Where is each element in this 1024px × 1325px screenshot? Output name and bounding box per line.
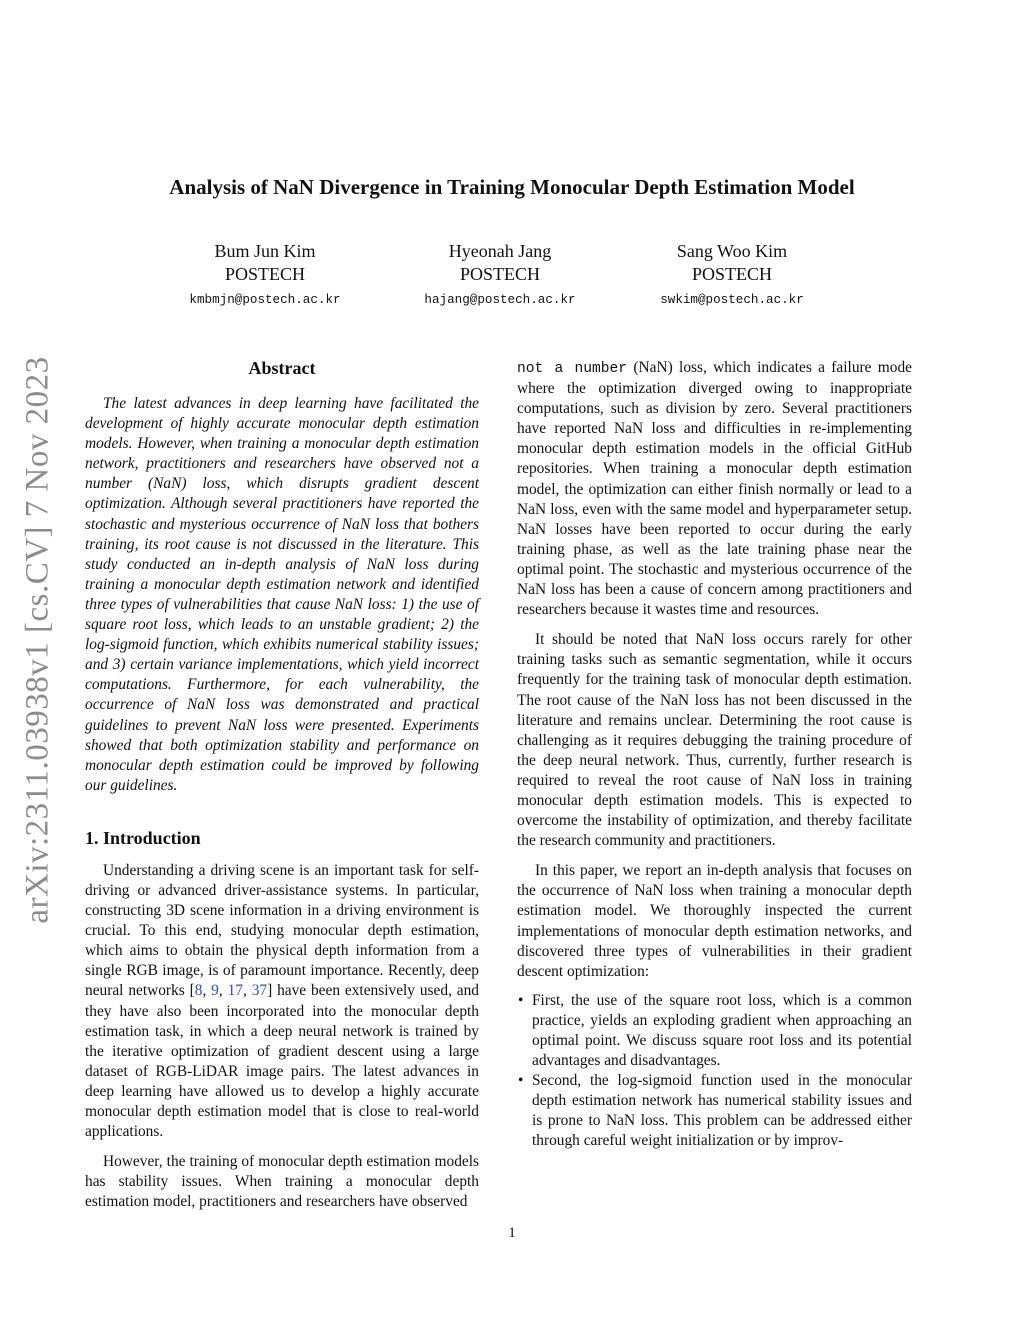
citation-separator: ,: [218, 982, 228, 1000]
citation-separator: ,: [202, 982, 212, 1000]
author-block: [145, 240, 385, 308]
intro-paragraph: However, the training of monocular depth estimation models has stability issues. When training a monocular depth estimation model, practitioners and researchers have observed: [85, 1153, 479, 1211]
author-affiliation: POSTECH: [691, 264, 772, 284]
citation-link[interactable]: 9: [211, 982, 219, 1000]
abstract-text: The latest advances in deep learning have facilitated the development of highly accurate monocular depth estimation models. However, when training a monocular depth estimation network, practitioners and researchers have observed not a number (NaN) loss, which disrupts gradient descent optimization. Although several practitioners have reported the stochastic and mysterious occurrence of NaN loss that bothers training, its root cause is not discussed in the literature. This study conducted an in-depth analysis of NaN loss during training a monocular depth estimation network and identified three types of vulnerabilities that cause NaN loss: 1) the use of square root loss, which leads to an unstable gradient; 2) the log-sigmoid function, which exhibits numerical stability issues; and 3) certain variance implementations, which yield incorrect computations. Furthermore, for each vulnerability, the occurrence of NaN loss was demonstrated and practical guidelines to prevent NaN loss were presented. Experiments showed that both optimization stability and performance on monocular depth estimation could be improved by following our guidelines.: [85, 395, 479, 794]
author-block: [380, 240, 620, 308]
author-email[interactable]: hajang@postech.ac.kr: [424, 293, 576, 307]
author-affiliation: POSTECH: [224, 264, 305, 284]
author-name: Bum Jun Kim: [214, 241, 316, 261]
contribution-list: [517, 991, 912, 1152]
intro-text: Understanding a driving scene is an important task for self-driving or advanced driver-assistance systems. In particular, constructing 3D scene information in a driving environment is crucial. To this end, studying monocular depth estimation, which aims to obtain the physical depth information from a single RGB image, is of paramount importance. Recently, deep neural networks [: [85, 861, 479, 1000]
author-affiliation: POSTECH: [459, 264, 540, 284]
citation-link[interactable]: 17: [227, 982, 243, 1000]
intro-paragraph: It should be noted that NaN loss occurs rarely for other training tasks such as semantic segmentation, while it occurs frequently for the training task of monocular depth estimation. The root cause of the NaN loss has not been discussed in the literature and remains unclear. Determining the root cause is challenging as it requires debugging the training procedure of the deep neural network. Thus, currently, further research is required to reveal the root cause of NaN loss in training monocular depth estimation models. This is expected to overcome the instability of optimization, and thereby facilitate the research community and practitioners.: [517, 631, 912, 850]
abstract-heading: Abstract: [248, 358, 316, 378]
author-name: Sang Woo Kim: [676, 241, 788, 261]
author-email[interactable]: swkim@postech.ac.kr: [660, 293, 804, 307]
arxiv-identifier[interactable]: arXiv:2311.03938v1 [cs.CV] 7 Nov 2023: [19, 356, 56, 924]
section-heading-introduction: 1. Introduction: [85, 827, 201, 848]
citation-link[interactable]: 37: [251, 982, 268, 1000]
left-column: [85, 356, 479, 1212]
right-column: [517, 358, 912, 1152]
page-number: 1: [508, 1225, 516, 1241]
intro-paragraph: [85, 861, 479, 1142]
author-block: [612, 240, 852, 308]
intro-paragraph: In this paper, we report an in-depth analysis that focuses on the occurrence of NaN loss when training a monocular depth estimation model. We thoroughly inspected the current implementations of monocular depth estimation networks, and discovered three types of vulnerabilities in their gradient descent optimization:: [517, 862, 912, 980]
citation-link[interactable]: 8: [194, 982, 203, 1000]
intro-text: (NaN) loss, which indicates a failure mode where the optimization diverged owing to inappropriate computations, such as division by zero. Several practitioners have reported NaN loss and difficulties in re-implementing monocular depth estimation models in the official GitHub repositories. When training a monocular depth estimation model, the optimization can either finish normally or lead to a NaN loss, even with the same model and hyperparameter setup. NaN losses have been reported to occur during the early training phase, as well as the late training phase near the optimal point. The stochastic and mysterious occurrence of the NaN loss has been a cause of concern among practitioners and researchers because it wastes time and resources.: [517, 359, 912, 619]
paper-title: Analysis of NaN Divergence in Training Monocular Depth Estimation Model: [169, 175, 855, 199]
intro-text: ] have been extensively used, and they have also been incorporated into the monocular depth estimation task, in which a deep neural network is trained by the iterative optimization of gradient descent using a large dataset of RGB-LiDAR image pairs. The latest advances in deep learning have allowed us to develop a highly accurate monocular depth estimation model that is close to real-world applications.: [85, 982, 479, 1141]
citation-separator: ,: [242, 982, 252, 1000]
list-item: • First, the use of the square root loss, which is a common practice, yields an exploding gradient when approaching an optimal point. We discuss square root loss and its potential advantages and disadvantages.: [517, 991, 912, 1071]
author-email[interactable]: kmbmjn@postech.ac.kr: [189, 293, 341, 307]
author-name: Hyeonah Jang: [448, 241, 552, 261]
intro-paragraph-continued: [517, 358, 912, 620]
inline-code: not a number: [517, 361, 628, 377]
list-item: • Second, the log-sigmoid function used in the monocular depth estimation network has numerical stability issues and is prone to NaN loss. This problem can be addressed either through careful weight initialization or by improv-: [517, 1071, 912, 1151]
